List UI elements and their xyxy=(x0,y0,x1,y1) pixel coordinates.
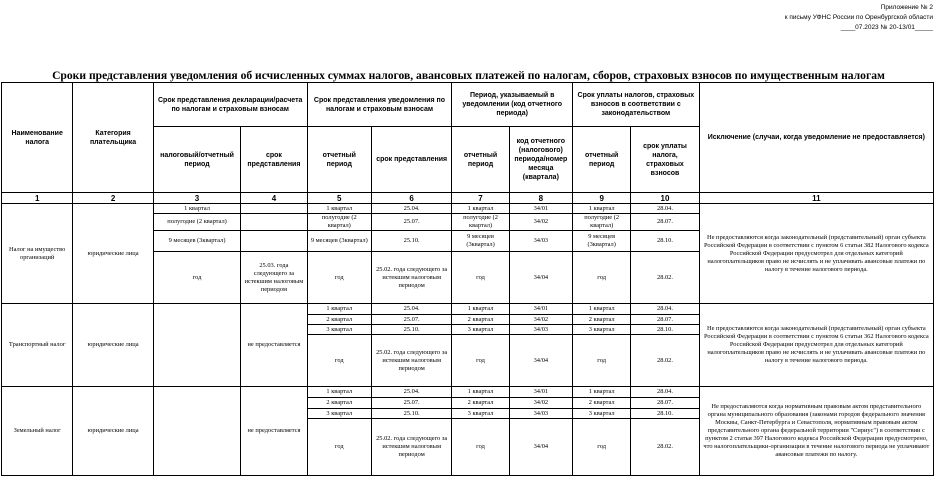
notice-deadline-cell: 25.10. xyxy=(371,409,451,419)
decl-deadline-cell: 25.03. года следующего за истекшим налоговым периодом xyxy=(241,252,307,304)
decl-deadline-cell: не предоставляется xyxy=(241,387,307,476)
code-period-cell: год xyxy=(452,252,509,304)
pay-period-cell: год xyxy=(573,419,631,476)
column-number: 1 xyxy=(2,193,73,204)
category-cell: юридические лица xyxy=(73,304,153,387)
decl-deadline-cell xyxy=(241,214,307,231)
header-category: Категория плательщика xyxy=(73,83,153,193)
tax-name-cell: Транспортный налог xyxy=(2,304,73,387)
pay-deadline-cell: 28.07. xyxy=(631,398,699,409)
header-pay-deadline: срок уплаты налога, страховых взносов xyxy=(631,127,699,193)
table-row xyxy=(2,204,934,214)
decl-period-cell: 1 квартал xyxy=(153,204,240,214)
pay-period-cell: 1 квартал xyxy=(573,387,631,398)
header-pay-period: отчетный период xyxy=(573,127,631,193)
column-number: 5 xyxy=(307,193,371,204)
notice-deadline-cell: 25.04. xyxy=(371,204,451,214)
notice-deadline-cell: 25.10. xyxy=(371,325,451,335)
column-number: 6 xyxy=(371,193,451,204)
column-number: 4 xyxy=(241,193,307,204)
notice-period-cell: 1 квартал xyxy=(307,204,371,214)
notice-deadline-cell: 25.07. xyxy=(371,214,451,231)
code-period-cell: 1 квартал xyxy=(452,387,509,398)
pay-period-cell: 1 квартал xyxy=(573,204,631,214)
notice-deadline-cell: 25.02. года следующего за истекшим налоговым периодом xyxy=(371,252,451,304)
pay-deadline-cell: 28.10. xyxy=(631,409,699,419)
header-notice-group: Срок представления уведомления по налогам и страховым взносам xyxy=(307,83,452,127)
document-title: Сроки представления уведомления об исчисленных суммах налогов, авансовых платежей по налогам, сборов, страховых взносов по имущественным налогам xyxy=(52,69,885,82)
notice-deadline-cell: 25.02. года следующего за истекшим налоговым периодом xyxy=(371,335,451,387)
pay-deadline-cell: 28.02. xyxy=(631,335,699,387)
decl-period-cell: полугодие (2 квартал) xyxy=(153,214,240,231)
code-cell: 34/01 xyxy=(509,304,572,315)
header-notice-period-group: Период, указываемый в уведомлении (код отчетного периода) xyxy=(452,83,573,127)
pay-period-cell: 3 квартал xyxy=(573,409,631,419)
notice-period-cell: 1 квартал xyxy=(307,387,371,398)
notice-period-cell: 2 квартал xyxy=(307,398,371,409)
exception-cell: Не предоставляются когда законодательный (представительный) орган субъекта Российской Федерации в соответствии с пунктом 6 статьи 362 Налогового кодекса Российской Федерации предусмотрел для отдельных категорий налогоплательщиков право не исчислять и не уплачивать авансовые платежи по налогу в течение налогового периода. xyxy=(699,304,933,387)
exception-cell: Не предоставляются когда законодательный (представительный) орган субъекта Российской Федерации в соответствии с пунктом 6 статьи 382 Налогового кодекса Российской Федерации предусмотрел для отдельных категорий налогоплательщиков право не исчислять и не уплачивать авансовые платежи по налогу в течение налогового периода. xyxy=(699,204,933,304)
notice-deadline-cell: 25.07. xyxy=(371,398,451,409)
notice-period-cell: 3 квартал xyxy=(307,409,371,419)
tax-name-cell: Налог на имущество организаций xyxy=(2,204,73,304)
code-period-cell: 2 квартал xyxy=(452,315,509,325)
column-number: 9 xyxy=(573,193,631,204)
column-number: 7 xyxy=(452,193,509,204)
notice-period-cell: 2 квартал xyxy=(307,315,371,325)
code-period-cell: 3 квартал xyxy=(452,325,509,335)
code-period-cell: год xyxy=(452,419,509,476)
pay-deadline-cell: 28.10. xyxy=(631,231,699,252)
attachment-line-1: Приложение № 2 xyxy=(880,4,933,11)
pay-period-cell: 9 месяцев (3квартал) xyxy=(573,231,631,252)
tax-name-cell: Земельный налог xyxy=(2,387,73,476)
pay-deadline-cell: 28.07. xyxy=(631,315,699,325)
code-cell: 34/01 xyxy=(509,387,572,398)
notice-deadline-cell: 25.10. xyxy=(371,231,451,252)
code-cell: 34/04 xyxy=(509,419,572,476)
header-tax-name: Наименование налога xyxy=(2,83,73,193)
header-notice-period: отчетный период xyxy=(307,127,371,193)
category-cell: юридические лица xyxy=(73,387,153,476)
code-period-cell: 3 квартал xyxy=(452,409,509,419)
decl-period-cell: 9 месяцев (3квартал) xyxy=(153,231,240,252)
code-period-cell: год xyxy=(452,335,509,387)
decl-period-cell: год xyxy=(153,252,240,304)
code-cell: 34/02 xyxy=(509,398,572,409)
column-number: 3 xyxy=(153,193,240,204)
pay-deadline-cell: 28.04. xyxy=(631,304,699,315)
column-number: 11 xyxy=(699,193,933,204)
pay-deadline-cell: 28.10. xyxy=(631,325,699,335)
notice-period-cell: 3 квартал xyxy=(307,325,371,335)
pay-deadline-cell: 28.02. xyxy=(631,419,699,476)
pay-deadline-cell: 28.04. xyxy=(631,204,699,214)
code-period-cell: 2 квартал xyxy=(452,398,509,409)
column-number: 8 xyxy=(509,193,572,204)
notice-deadline-cell: 25.04. xyxy=(371,304,451,315)
header-exception: Исключение (случаи, когда уведомление не предоставляется) xyxy=(699,83,933,193)
header-declaration-group: Срок представления декларации/расчета по налогам и страховым взносам xyxy=(153,83,307,127)
pay-period-cell: 3 квартал xyxy=(573,325,631,335)
pay-period-cell: 2 квартал xyxy=(573,315,631,325)
code-cell: 34/04 xyxy=(509,252,572,304)
attachment-line-2: к письму УФНС России по Оренбургской области xyxy=(784,14,933,21)
table-row xyxy=(2,304,934,315)
pay-deadline-cell: 28.04. xyxy=(631,387,699,398)
header-notice-deadline: срок представления xyxy=(371,127,451,193)
code-period-cell: 1 квартал xyxy=(452,304,509,315)
pay-period-cell: год xyxy=(573,252,631,304)
code-period-cell: 9 месяцев (3квартал) xyxy=(452,231,509,252)
pay-deadline-cell: 28.02. xyxy=(631,252,699,304)
column-number: 2 xyxy=(73,193,153,204)
header-decl-period: налоговый/отчетный период xyxy=(153,127,240,193)
attachment-note xyxy=(785,3,933,33)
exception-cell: Не предоставляются когда нормативным правовым актом представительного органа муниципального образования (законами городов федерального значения Москвы, Санкт-Петербурга и Севастополя, нормативным правовым актом представительного органа федеральной территории "Сириус") в соответствии с пунктом 2 статьи 397 Налогового кодекса Российской Федерации предусмотрено, что налогоплательщики-организации в течение налогового периода не уплачивают авансовые платежи по налогу. xyxy=(699,387,933,476)
notice-period-cell: год xyxy=(307,335,371,387)
table-row xyxy=(2,387,934,398)
decl-deadline-cell: не предоставляется xyxy=(241,304,307,387)
code-cell: 34/03 xyxy=(509,409,572,419)
pay-deadline-cell: 28.07. xyxy=(631,214,699,231)
decl-period-cell xyxy=(153,387,240,476)
notice-deadline-cell: 25.04. xyxy=(371,387,451,398)
decl-period-cell xyxy=(153,304,240,387)
code-cell: 34/01 xyxy=(509,204,572,214)
code-cell: 34/04 xyxy=(509,335,572,387)
header-payment-group: Срок уплаты налогов, страховых взносов в соответствии с законодательством xyxy=(573,83,700,127)
notice-period-cell: полугодие (2 квартал) xyxy=(307,214,371,231)
decl-deadline-cell xyxy=(241,204,307,214)
notice-period-cell: 1 квартал xyxy=(307,304,371,315)
code-cell: 34/02 xyxy=(509,214,572,231)
notice-deadline-cell: 25.07. xyxy=(371,315,451,325)
deadlines-table xyxy=(1,82,934,476)
pay-period-cell: год xyxy=(573,335,631,387)
header-decl-deadline: срок представления xyxy=(241,127,307,193)
category-cell: юридические лица xyxy=(73,204,153,304)
code-period-cell: полугодие (2 квартал) xyxy=(452,214,509,231)
code-period-cell: 1 квартал xyxy=(452,204,509,214)
notice-period-cell: год xyxy=(307,252,371,304)
header-code: код отчетного (налогового) периода/номер месяца (квартала) xyxy=(509,127,572,193)
header-code-period: отчетный период xyxy=(452,127,509,193)
code-cell: 34/03 xyxy=(509,325,572,335)
notice-period-cell: год xyxy=(307,419,371,476)
code-cell: 34/02 xyxy=(509,315,572,325)
code-cell: 34/03 xyxy=(509,231,572,252)
pay-period-cell: 2 квартал xyxy=(573,398,631,409)
decl-deadline-cell xyxy=(241,231,307,252)
notice-deadline-cell: 25.02. года следующего за истекшим налоговым периодом xyxy=(371,419,451,476)
pay-period-cell: 1 квартал xyxy=(573,304,631,315)
notice-period-cell: 9 месяцев (3квартал) xyxy=(307,231,371,252)
attachment-line-3: ____07.2023 № 20-13/01_____ xyxy=(840,24,933,31)
pay-period-cell: полугодие (2 квартал) xyxy=(573,214,631,231)
column-number: 10 xyxy=(631,193,699,204)
